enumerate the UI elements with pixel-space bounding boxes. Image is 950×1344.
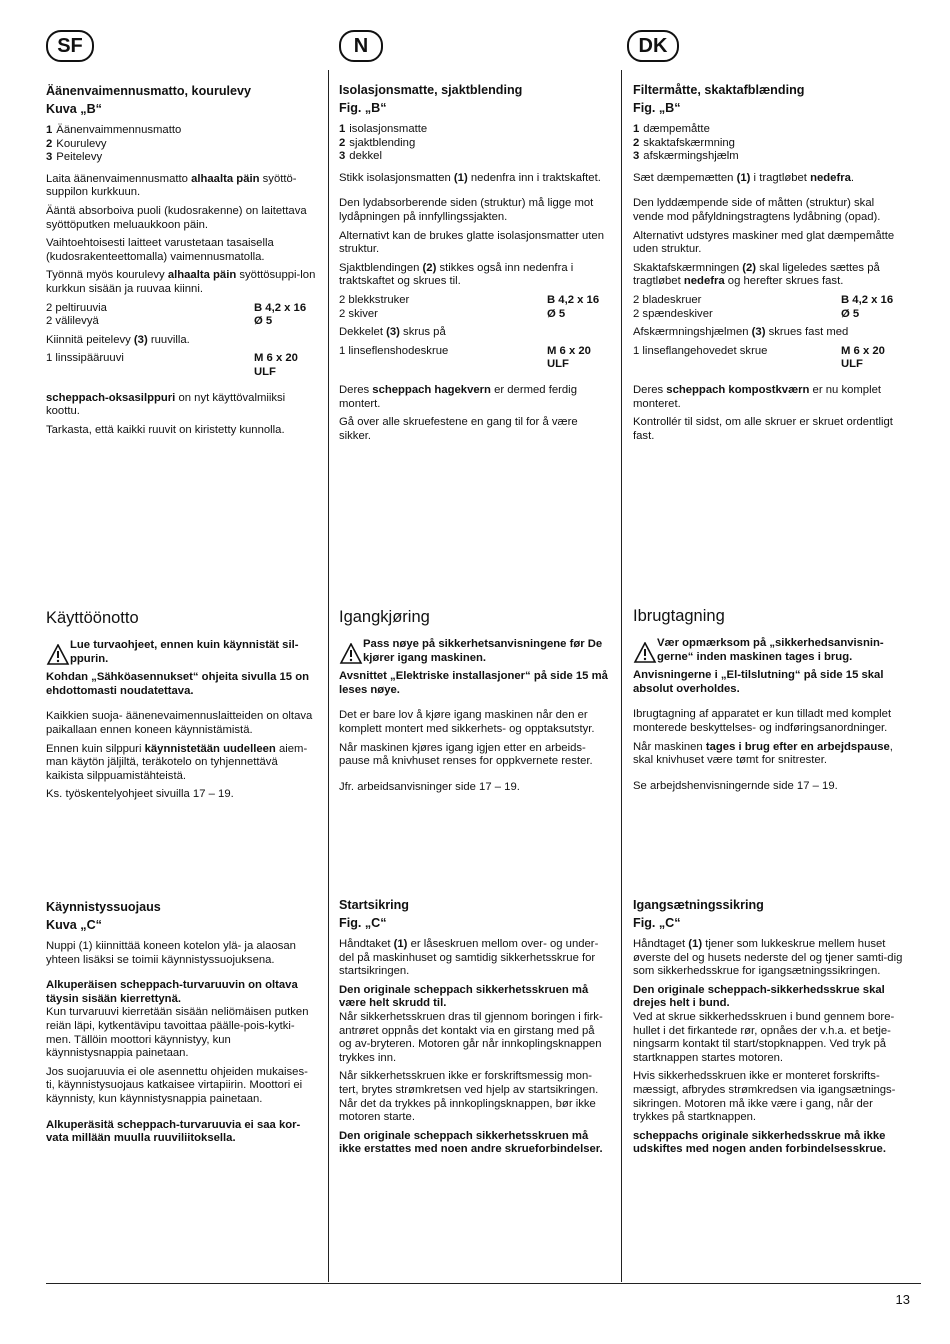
warning-icon — [339, 643, 363, 665]
paragraph: Työnnä myös kourulevy alhaalta päin syöttösuppi-lon kurkkun sisään ja ruuvaa kiinni. — [46, 269, 316, 295]
paragraph: Nuppi (1) kiinnittää koneen kotelon ylä- ja alaosan yhteen lisäksi se toimii käynnistyssuojuksena. — [46, 940, 296, 966]
section-title: Äänenvaimennusmatto, kourulevy — [46, 84, 252, 98]
paragraph: Alkuperäisen scheppach-turvaruuvin on oltava täysin sisään kierrettynä. — [46, 979, 298, 1005]
list-item: 1 isolasjonsmatte — [339, 123, 428, 135]
paragraph: Skaktafskærmningen (2) skal ligeledes sættes på tragtløbet nedefra og herefter skrues fast. — [633, 261, 880, 288]
paragraph: Se arbejdshenvisningernde side 17 – 19. — [633, 779, 838, 792]
paragraph: Når sikkerhetsskruen ikke er forskriftsmessig mon-tert, brytes strømkretsen ved hjelp av startsikringen. Når det da trykkes på innkoplingsknappen, bør ikke motoren starte. — [339, 1070, 599, 1124]
paragraph: Ibrugtagning af apparatet er kun tilladt med komplet monterede beskyttelses- og indføringsanordninger. — [633, 708, 892, 734]
screw-list: 1 linseflenshodeskrue M 6 x 20 ULF — [339, 344, 591, 371]
figure-ref: Fig. „B“ — [633, 101, 681, 115]
section-heading: Käyttöönotto — [46, 609, 139, 627]
paragraph: Kiinnitä peitelevy (3) ruuvilla. — [46, 333, 190, 346]
paragraph: Avsnittet „Elektriske installasjoner“ på side 15 må leses nøye. — [339, 670, 608, 696]
list-item: 1 Äänenvaimmennusmatto — [46, 124, 182, 136]
paragraph: Håndtaket (1) er låseskruen mellom over- og under-del på maskinhuset og samtidig sikkerhetsskrue for startsikringen. — [339, 938, 599, 978]
section-title: Käynnistyssuojaus — [46, 900, 161, 914]
paragraph: Anvisningerne i „El-tilslutning“ på side 15 skal absolut overholdes. — [633, 669, 884, 695]
paragraph: Stikk isolasjonsmatten (1) nedenfra inn i traktskaftet. — [339, 171, 601, 184]
paragraph: Gå over alle skruefestene en gang til for å være sikker. — [339, 416, 578, 442]
screw-list: 2 bladeskruer B 4,2 x 16 2 spændeskiver Ø 5 — [633, 293, 894, 320]
section-title: Filtermåtte, skaktafblænding — [633, 83, 805, 97]
language-badge-dk: DK — [627, 30, 679, 62]
section-assembly — [339, 81, 609, 448]
safety-warning: Lue turvaohjeet, ennen kuin käynnistät sil-ppurin. — [46, 639, 316, 666]
section-start-lock — [633, 896, 903, 1162]
language-badge-sf: SF — [46, 30, 94, 62]
column-divider — [328, 70, 329, 1282]
section-assembly — [633, 81, 903, 448]
list-item: 2 skaktafskærmning — [633, 136, 735, 149]
list-item: 3 afskærmingshjælm — [633, 150, 739, 163]
section-heading: Ibrugtagning — [633, 607, 725, 625]
paragraph: Laita äänenvaimennusmatto alhaalta päin syöttö-suppilon kurkkuun. — [46, 172, 297, 199]
figure-ref: Fig. „B“ — [339, 101, 387, 115]
paragraph: Den lyddæmpende side of måtten (struktur) skal vende mod påfyldningstragtens lydåbning (opad). — [633, 197, 881, 223]
paragraph: Ääntä absorboiva puoli (kudosrakenne) on laitettava syöttöputken meluaukkoon päin. — [46, 204, 307, 231]
section-title: Startsikring — [339, 898, 409, 912]
paragraph: Tarkasta, että kaikki ruuvit on kiristetty kunnolla. — [46, 423, 285, 436]
paragraph: Når maskinen tages i brug efter en arbejdspause, skal knivhuset være tømt for snitrester. — [633, 740, 893, 767]
figure-ref: Kuva „B“ — [46, 102, 102, 116]
screw-list: 2 blekkstruker B 4,2 x 16 2 skiver Ø 5 — [339, 293, 600, 320]
paragraph: Vaihtoehtoisesti laitteet varustetaan tasaisella (kudosrakenteettomalla) vaimennusmatolla. — [46, 237, 274, 263]
paragraph: Kohdan „Sähköasennukset“ ohjeita sivulla 15 on ehdottomasti noudatettava. — [46, 671, 310, 697]
paragraph: Alkuperäsitä scheppach-turvaruuvia ei saa kor-vata millään muulla ruuviliitoksella. — [46, 1118, 301, 1145]
paragraph: Den originale scheppach sikkerhetsskruen må ikke erstattes med noen andre skrueforbindelser. — [339, 1129, 603, 1156]
screw-list: 1 linssipääruuvi M 6 x 20 ULF — [46, 352, 298, 378]
paragraph: Afskærmningshjælmen (3) skrues fast med — [633, 326, 849, 339]
section-startup — [633, 605, 903, 798]
paragraph: Ved at skrue sikkerhedsskruen i bund gennem bore-hullet i det firkantede rør, opnåes der v.h.a. et betje-ningsarm kontakt til start/stopknappen. Ved tryk på startknappen startes motoren. — [633, 1010, 895, 1064]
warning-icon — [46, 644, 70, 666]
screw-list: 2 peltiruuvia B 4,2 x 16 2 välilevyä Ø 5 — [46, 301, 307, 328]
paragraph: Når sikkerhetsskruen dras til gjennom boringen i firk-antrøret oppnås det kontakt via en girstang med på og av-bryteren. Motoren går når innkoplingsknappen trykkes inn. — [339, 1010, 603, 1064]
list-item: 2 Kourulevy — [46, 137, 107, 150]
paragraph: Ks. työskentelyohjeet sivuilla 17 – 19. — [46, 788, 234, 801]
list-item: 3 dekkel — [339, 150, 382, 163]
paragraph: Kontrollér til sidst, om alle skruer er skruet ordentligt fast. — [633, 416, 893, 442]
section-start-lock — [46, 898, 316, 1151]
column-divider — [621, 70, 622, 1282]
section-startup — [339, 606, 609, 799]
warning-icon — [633, 642, 657, 664]
paragraph: Den originale scheppach-sikkerhedsskrue skal drejes helt i bund. — [633, 983, 885, 1010]
paragraph: Den lydabsorberende siden (struktur) må ligge mot lydåpningen på innfyllingssjakten. — [339, 197, 594, 223]
paragraph: Kaikkien suoja- äänenevaimennuslaitteiden on oltava paikallaan ennen koneen käynnistämistä. — [46, 710, 313, 736]
paragraph: Alternativt kan de brukes glatte isolasjonsmatter uten struktur. — [339, 229, 604, 256]
paragraph: Deres scheppach hagekvern er dermed ferdig montert. — [339, 383, 577, 410]
paragraph: Jos suojaruuvia ei ole asennettu ohjeiden mukaises-ti, käynnistysuojaus katkaisee virtapiirin. Moottori ei käynnisty, kun käynnistysnappia painetaan. — [46, 1065, 308, 1105]
paragraph: Sæt dæmpemætten (1) i tragtløbet nedefra. — [633, 171, 855, 184]
section-assembly — [46, 82, 316, 442]
safety-warning: Vær opmærksom på „sikkerhedsanvisnin-gerne“ inden maskinen tages i brug. — [633, 637, 903, 664]
paragraph: Hvis sikkerhedsskruen ikke er monteret forskrifts-mæssigt, afbrydes strømkredsen via igangsætnings-sikringen. Motoren må ikke være i gang, når der trykkes på startknappen. — [633, 1070, 896, 1124]
list-item: 2 sjaktblending — [339, 136, 416, 149]
list-item: 3 Peitelevy — [46, 151, 103, 164]
safety-warning: Pass nøye på sikkerhetsanvisningene før De kjører igang maskinen. — [339, 638, 609, 665]
paragraph: Det er bare lov å kjøre igang maskinen når den er komplett montert med sikkerhets- og opptaksutstyr. — [339, 709, 595, 735]
paragraph: Deres scheppach kompostkværn er nu komplet monteret. — [633, 383, 882, 410]
figure-ref: Fig. „C“ — [339, 916, 387, 930]
paragraph: scheppachs originale sikkerhedsskrue må ikke udskiftes med nogen anden forbindelsesskrue. — [633, 1129, 886, 1156]
footer-rule — [46, 1283, 921, 1284]
parts-legend — [339, 123, 609, 164]
section-start-lock — [339, 896, 609, 1162]
section-title: Isolasjonsmatte, sjaktblending — [339, 83, 523, 97]
section-title: Igangsætningssikring — [633, 898, 764, 912]
paragraph: Den originale scheppach sikkerhetsskruen må være helt skrudd til. — [339, 983, 589, 1010]
figure-ref: Fig. „C“ — [633, 916, 681, 930]
section-startup — [46, 607, 316, 807]
paragraph: Håndtaget (1) tjener som lukkeskrue mellem huset øverste del og husets nederste del og tjener samti-dig som sikkerhedsskrue for igangsætningssikringen. — [633, 938, 903, 978]
language-badge-n: N — [339, 30, 383, 62]
page-number: 13 — [895, 1292, 910, 1307]
parts-legend — [46, 124, 316, 165]
paragraph: Kun turvaruuvi kierretään sisään neliömäisen putken reiän läpi, kytkentävipu tavoittaa päälle-pois-kytki-men. Tällöin moottori käynnistyy, kun käynnistysnappia painetaan. — [46, 1006, 309, 1060]
section-heading: Igangkjøring — [339, 608, 430, 626]
paragraph: scheppach-oksasilppuri on nyt käyttövalmiiksi koottu. — [46, 391, 286, 418]
paragraph: Sjaktblendingen (2) stikkes også inn nedenfra i traktskaftet og skrues til. — [339, 261, 574, 288]
paragraph: Alternativt udstyres maskiner med glat dæmpemåtte uden struktur. — [633, 229, 895, 256]
parts-legend — [633, 123, 903, 164]
paragraph: Dekkelet (3) skrus på — [339, 326, 446, 339]
list-item: 1 dæmpemåtte — [633, 123, 710, 135]
paragraph: Jfr. arbeidsanvisninger side 17 – 19. — [339, 780, 520, 793]
screw-list: 1 linseflangehovedet skrue M 6 x 20 ULF — [633, 344, 885, 371]
paragraph: Ennen kuin silppuri käynnistetään uudelleen aiem-man käytön jäljiltä, teräkotelo on tyhjennettävä kaikista silppuamistähteistä. — [46, 742, 308, 782]
paragraph: Når maskinen kjøres igang igjen etter en arbeids-pause må knivhuset renses for oppkvernete rester. — [339, 741, 593, 768]
figure-ref: Kuva „C“ — [46, 918, 102, 932]
